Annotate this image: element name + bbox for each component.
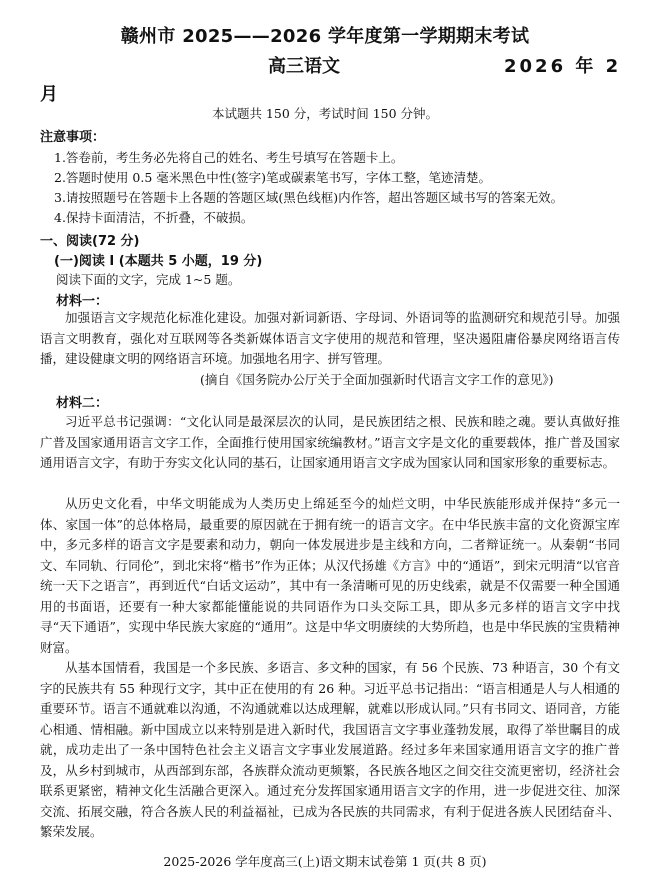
exam-meta: 本试题共 150 分，考试时间 150 分钟。 (211, 106, 439, 121)
page-footer: 2025-2026 学年度高三(上)语文期末试卷第 1 页(共 8 页) (163, 854, 487, 869)
material-label: 材料二： (56, 396, 109, 411)
exam-date-continued: 月 (40, 84, 58, 105)
material-paragraph: 从基本国情看，我国是一个多民族、多语言、多文种的国家，有 56 个民族、73 种语言，30 个有文字的民族共有 55 种现行文字，其中正在使用的有 26 种。习近平总书记指出：“语言相通是人与人相通的重要环节。语言不通就难以沟通，不沟通就难以达成理解，就难以形成认同。”只有书同文、语同音，方能心相通、情相融。新中国成立以来特别是进入新时代，我国语言文字事业蓬勃发展，取得了举世瞩目的成就，成功走出了一条中国特色社会主义语言文字事业发展道路。经过多年来国家通用语言文字的推广普及，从乡村到城市，从西部到东部，各族群众流动更频繁，各民族各地区之间交往交流更密切，经济社会联系更紧密，精神文化生活融合更深入。通过充分发挥国家通用语言文字的作用，进一步促进交往、加深交流、拓展交融，符合各族人民的利益福祉，已成为各民族的共同需求，有利于促进各族人民团结奋斗、繁荣发展。 (40, 660, 620, 839)
reading-heading: (一)阅读 I (本题共 5 小题，19 分) (54, 254, 263, 269)
section-heading: 一、阅读(72 分) (40, 234, 140, 249)
note-item: 1.答卷前，考生务必先将自己的姓名、考生号填写在答题卡上。 (54, 150, 404, 165)
reading-instruction: 阅读下面的文字，完成 1~5 题。 (56, 272, 241, 287)
material-citation: (摘自《国务院办公厅关于全面加强新时代语言文字工作的意见》) (200, 372, 554, 387)
note-item: 4.保持卡面清洁，不折叠，不破损。 (54, 210, 254, 225)
notes-heading: 注意事项： (40, 130, 106, 145)
note-item: 2.答题时使用 0.5 毫米黑色中性(签字)笔或碳素笔书写，字体工整，笔迹清楚。 (54, 170, 492, 185)
exam-date: 2026 年 2 (504, 56, 622, 77)
exam-title: 赣州市 2025——2026 学年度第一学期期末考试 (120, 26, 530, 47)
material-paragraph: 加强语言文字规范化标准化建设。加强对新词新语、字母词、外语词等的监测研究和规范引导。加强语言文明教育，强化对互联网等各类新媒体语言文字使用的规范和管理，坚决遏阻庸俗暴戾网络语言传播，建设健康文明的网络语言环境。加强地名用字、拼写管理。 (40, 310, 620, 366)
note-item: 3.请按照题号在答题卡上各题的答题区域(黑色线框)内作答，超出答题区域书写的答案无效。 (54, 190, 564, 205)
material-paragraph: 从历史文化看，中华文明能成为人类历史上绵延至今的灿烂文明，中华民族能形成并保持“多元一体、家国一体”的总体格局，最重要的原因就在于拥有统一的语言文字。在中华民族丰富的文化资源宝库中，多元多样的语言文字是要素和动力，朝向一体发展进步是主线和方向，二者辩证统一。从秦朝“书同文、车同轨、行同伦”，到北宋将“楷书”作为正体；从汉代扬雄《方言》中的“通语”，到宋元明清“以官音统一天下之语言”，再到近代“白话文运动”，其中有一条清晰可见的历史线索，就是不仅需要一种全国通用的书面语，还要有一种大家都能懂能说的共同语作为口头交际工具，即从多元多样的语言文字中找寻“天下通语”，实现中华民族大家庭的“通用”。这是中华文明赓续的大势所趋，也是中华民族的宝贵精神财富。 (40, 496, 620, 655)
subtitle-row (0, 52, 650, 76)
subject-title: 高三语文 (268, 56, 340, 77)
notes-list (40, 148, 620, 228)
material-label: 材料一： (56, 294, 109, 309)
material-paragraph: 习近平总书记强调：“文化认同是最深层次的认同，是民族团结之根、民族和睦之魂。要认真做好推广普及国家通用语言文字工作，全面推行使用国家统编教材。”语言文字是文化的重要载体，推广普及国家通用语言文字，有助于夯实文化认同的基石，让国家通用语言文字成为国家认同和国家形象的重要标志。 (40, 414, 620, 470)
